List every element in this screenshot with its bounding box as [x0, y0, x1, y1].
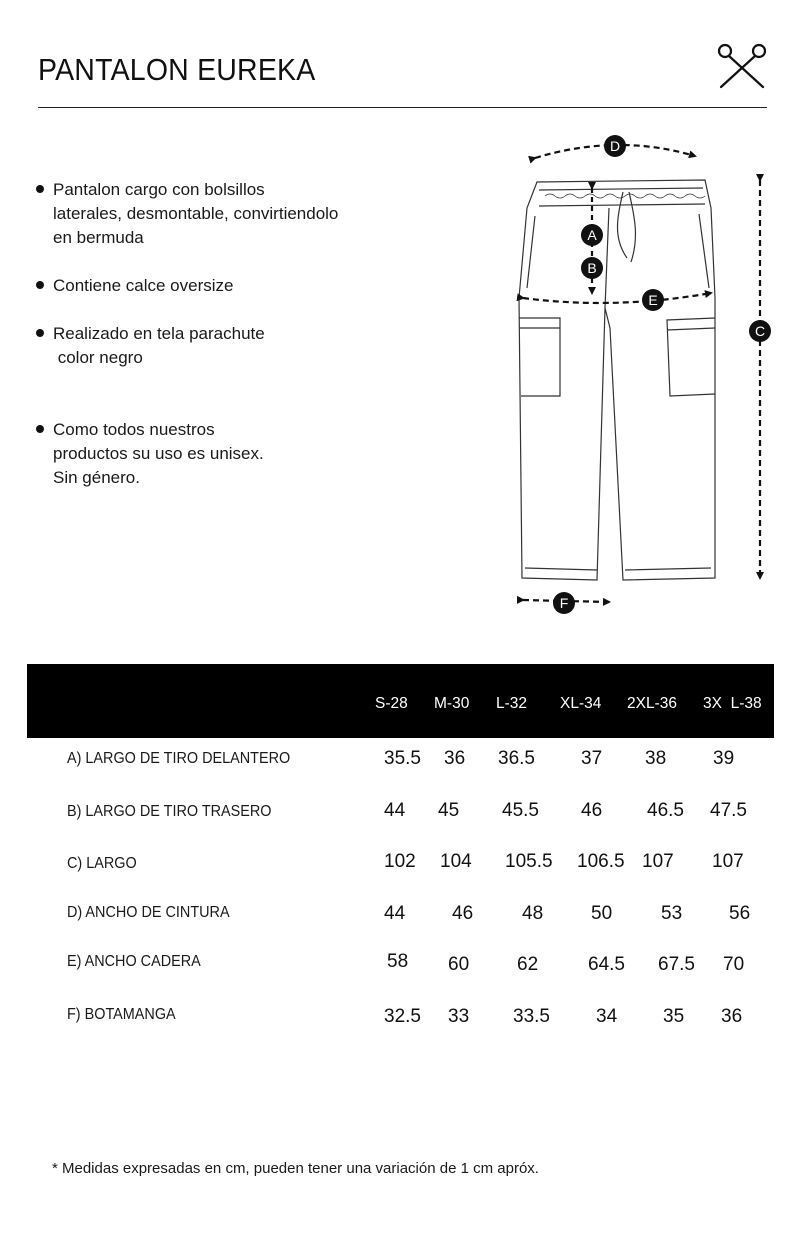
label-d: D	[609, 138, 621, 154]
table-cell: 39	[713, 748, 735, 769]
table-cell: 106.5	[577, 851, 625, 872]
table-cell: 62	[517, 954, 539, 975]
bullet-icon	[36, 185, 44, 193]
label-f-marker	[553, 592, 575, 614]
table-cell: 105.5	[505, 851, 553, 872]
pants-measurement-diagram	[505, 128, 795, 628]
table-cell: 50	[591, 903, 613, 924]
table-cell: 70	[723, 954, 745, 975]
table-cell: 45.5	[502, 800, 539, 821]
feature-item	[36, 322, 265, 370]
table-cell: 37	[581, 748, 603, 769]
table-cell: 45	[438, 800, 460, 821]
size-header-l32: L-32	[496, 695, 528, 712]
table-cell: 102	[384, 851, 416, 872]
label-a-marker	[581, 224, 603, 246]
scissors-icon	[714, 42, 770, 90]
feature-line: Contiene calce oversize	[53, 276, 234, 295]
table-cell: 104	[440, 851, 472, 872]
feature-item	[36, 274, 233, 298]
row-label-d: D) ANCHO DE CINTURA	[67, 904, 230, 921]
row-label-e: E) ANCHO CADERA	[67, 953, 201, 970]
pants-outline	[519, 180, 715, 580]
feature-line: Pantalon cargo con bolsillos	[53, 180, 265, 199]
label-c: C	[754, 323, 766, 339]
size-header-2xl36: 2XL-36	[627, 695, 677, 712]
table-cell: 32.5	[384, 1006, 421, 1027]
table-cell: 33.5	[513, 1006, 550, 1027]
table-cell: 35	[663, 1006, 685, 1027]
label-a: A	[587, 227, 597, 243]
label-c-marker	[749, 320, 771, 342]
table-cell: 64.5	[588, 954, 625, 975]
label-f: F	[559, 595, 569, 611]
feature-line: productos su uso es unisex.	[53, 444, 264, 463]
table-cell: 56	[729, 903, 751, 924]
table-cell: 46	[452, 903, 474, 924]
table-cell: 107	[642, 851, 674, 872]
table-cell: 44	[384, 800, 406, 821]
table-cell: 107	[712, 851, 744, 872]
size-header-m30: M-30	[434, 695, 470, 712]
bullet-icon	[36, 329, 44, 337]
table-cell: 53	[661, 903, 683, 924]
label-e: E	[648, 292, 658, 308]
label-b: B	[587, 260, 597, 276]
page-title: PANTALON EUREKA	[38, 52, 316, 87]
bullet-icon	[36, 425, 44, 433]
table-cell: 46	[581, 800, 603, 821]
table-cell: 36	[444, 748, 466, 769]
measurement-footnote: * Medidas expresadas en cm, pueden tener una variación de 1 cm apróx.	[52, 1160, 539, 1177]
table-cell: 44	[384, 903, 406, 924]
feature-line: color negro	[53, 348, 143, 367]
table-cell: 60	[448, 954, 470, 975]
size-header-xl34: XL-34	[560, 695, 602, 712]
label-d-marker	[604, 135, 626, 157]
table-cell: 67.5	[658, 954, 695, 975]
table-cell: 46.5	[647, 800, 684, 821]
table-cell: 33	[448, 1006, 470, 1027]
row-label-f: F) BOTAMANGA	[67, 1006, 176, 1023]
table-cell: 38	[645, 748, 667, 769]
table-cell: 47.5	[710, 800, 747, 821]
table-cell: 58	[387, 951, 409, 972]
row-label-a: A) LARGO DE TIRO DELANTERO	[67, 750, 291, 767]
feature-line: laterales, desmontable, convirtiendolo	[53, 204, 339, 223]
feature-line: Sin género.	[53, 468, 140, 487]
bullet-icon	[36, 281, 44, 289]
dimension-e-arrow	[523, 293, 711, 303]
feature-line: Como todos nuestros	[53, 420, 215, 439]
size-header-3xl38: 3X L-38	[703, 695, 762, 712]
feature-item	[36, 418, 264, 490]
table-cell: 34	[596, 1006, 618, 1027]
table-cell: 36.5	[498, 748, 535, 769]
label-b-marker	[581, 257, 603, 279]
label-e-marker	[642, 289, 664, 311]
feature-item	[36, 178, 338, 250]
title-divider	[38, 107, 767, 108]
feature-line: en bermuda	[53, 228, 144, 247]
row-label-c: C) LARGO	[67, 855, 137, 872]
row-label-b: B) LARGO DE TIRO TRASERO	[67, 803, 272, 820]
feature-line: Realizado en tela parachute	[53, 324, 265, 343]
table-cell: 35.5	[384, 748, 421, 769]
size-header-s28: S-28	[375, 695, 408, 712]
table-cell: 36	[721, 1006, 743, 1027]
table-cell: 48	[522, 903, 544, 924]
